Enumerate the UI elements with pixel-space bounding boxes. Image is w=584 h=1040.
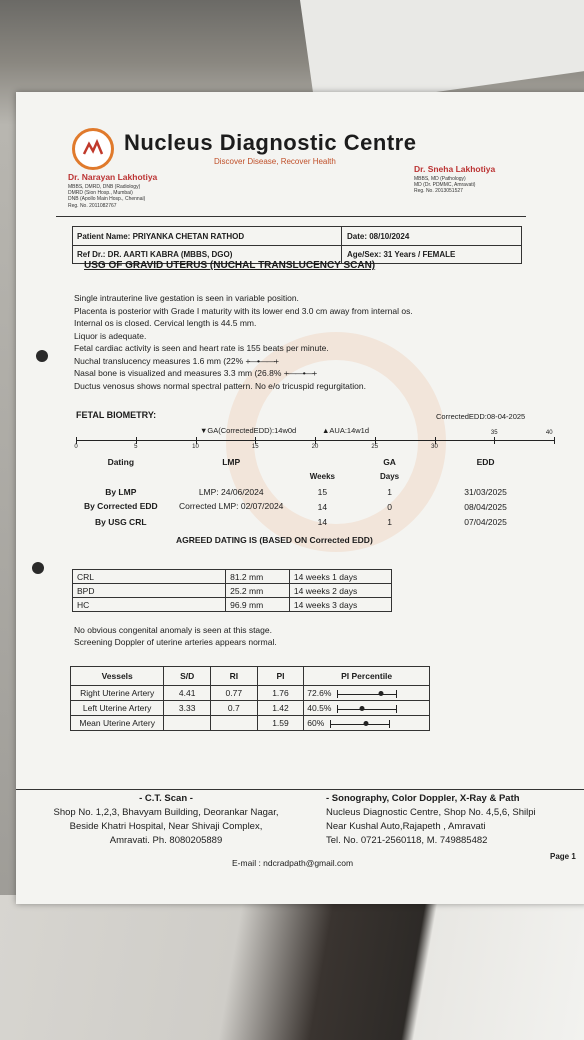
dating-table: Dating LMP GA EDD Weeks Days By LMP LMP: 24/06/2024 15 1 31/03/2025 By Corrected EDD Corrected LMP: 02/07/2024 14 0 08/04/2025 By USG CRL 14 1 07/04/2025	[68, 454, 548, 529]
centre-tagline: Discover Disease, Recover Health	[214, 157, 336, 166]
binder-hole	[32, 562, 44, 574]
anomaly-notes: No obvious congenital anomaly is seen at this stage. Screening Doppler of uterine arteries appears normal.	[74, 625, 277, 647]
table-row: BPD 25.2 mm 14 weeks 2 days	[73, 584, 392, 598]
binder-hole	[36, 350, 48, 362]
patient-name: Patient Name: PRIYANKA CHETAN RATHOD	[77, 232, 245, 241]
report-title: USG OF GRAVID UTERUS (NUCHAL TRANSLUCENCY SCAN)	[84, 260, 376, 271]
finding-line: Placenta is posterior with Grade I maturity with its lower end 3.0 cm away from internal os.	[74, 305, 413, 316]
table-row: By Corrected EDD Corrected LMP: 02/07/2024 14 0 08/04/2025	[83, 501, 507, 512]
table-row: HC 96.9 mm 14 weeks 3 days	[73, 598, 392, 612]
centre-logo-icon	[72, 128, 114, 170]
measurements-table	[72, 569, 392, 612]
referring-doctor: Ref Dr.: DR. AARTI KABRA (MBBS, DGO)	[77, 250, 233, 259]
footer-ct-scan: - C.T. Scan - Shop No. 1,2,3, Bhavyam Building, Deorankar Nagar, Beside Khatri Hospital, Near Shivaji Complex, Amravati. Ph. 8080205889	[53, 793, 279, 846]
header-divider	[56, 216, 526, 217]
percentile-bar	[337, 705, 397, 713]
patient-info-box	[72, 226, 522, 264]
page-number: Page 1	[550, 852, 576, 861]
table-row: Mean Uterine Artery 1.59 60%	[71, 716, 430, 731]
finding-line: Internal os is closed. Cervical length is 44.5 mm.	[74, 318, 257, 328]
agreed-dating: AGREED DATING IS (BASED ON Corrected EDD)	[176, 535, 373, 545]
footer-divider	[16, 789, 584, 790]
centre-name: Nucleus Diagnostic Centre	[124, 130, 417, 155]
corrected-edd: CorrectedEDD:08-04-2025	[436, 412, 526, 421]
report-date: Date: 08/10/2024	[347, 232, 410, 241]
table-row: Right Uterine Artery 4.41 0.77 1.76 72.6%	[71, 686, 430, 701]
finding-line: Liquor is adequate.	[74, 330, 147, 341]
ga-marker: ▼GA(CorrectedEDD):14w0d	[200, 426, 297, 435]
doctor-left-qualifications: MBBS, DMRD, DNB (Radiology) DMRD (Sion Hosp., Mumbai) DNB (Apollo Main Hosp., Chennai) Reg. No. 2011082767	[68, 184, 146, 209]
footer-sonography: - Sonography, Color Doppler, X-Ray & Path Nucleus Diagnostic Centre, Shop No. 4,5,6, Shilpi Near Kushal Auto,Rajapeth , Amravati Tel. No. 0721-2560118, M. 749885482	[326, 793, 536, 846]
percentile-bar	[330, 720, 390, 728]
percentile-bar	[337, 690, 397, 698]
doctor-right-name: Dr. Sneha Lakhotiya	[414, 164, 496, 174]
fetal-biometry-title: FETAL BIOMETRY:	[76, 410, 157, 420]
doppler-table: Vessels S/D RI PI PI Percentile Right Uterine Artery 4.41 0.77 1.76 72.6% Left Uterine Artery 3.33 0.7 1.42 40.5% Mean Uterine Artery 1.59 60%	[70, 666, 430, 731]
gestation-scale: 0 5 10 15 20 25 30 35 40	[76, 440, 554, 441]
table-row: CRL 81.2 mm 14 weeks 1 days	[73, 570, 392, 584]
aua-marker: ▲AUA:14w1d	[322, 426, 370, 435]
doctor-right-qualifications: MBBS, MD (Pathology) MD (Dr. PDMMC, Amravati) Reg. No. 2013051527	[414, 176, 476, 195]
finding-line: Ductus venosus shows normal spectral pattern. No e/o tricuspid regurgitation.	[74, 380, 366, 391]
findings	[74, 292, 544, 392]
finding-line: Nuchal translucency measures 1.6 mm (22% +—•——+	[74, 355, 278, 366]
background-surface-bottom	[0, 895, 584, 1040]
finding-line: Nasal bone is visualized and measures 3.3 mm (26.8% +——•—+	[74, 368, 317, 378]
table-row: By LMP LMP: 24/06/2024 15 1 31/03/2025	[105, 486, 507, 497]
finding-line: Single intrauterine live gestation is seen in variable position.	[74, 293, 299, 303]
footer-email: E-mail : ndcradpath@gmail.com	[232, 858, 354, 868]
patient-age-sex: Age/Sex: 31 Years / FEMALE	[347, 250, 456, 259]
table-row: By USG CRL 14 1 07/04/2025	[95, 516, 507, 527]
doctor-left-name: Dr. Narayan Lakhotiya	[68, 172, 158, 182]
report-sheet	[16, 92, 584, 904]
table-row: Left Uterine Artery 3.33 0.7 1.42 40.5%	[71, 701, 430, 716]
finding-line: Fetal cardiac activity is seen and heart rate is 155 beats per minute.	[74, 343, 329, 353]
